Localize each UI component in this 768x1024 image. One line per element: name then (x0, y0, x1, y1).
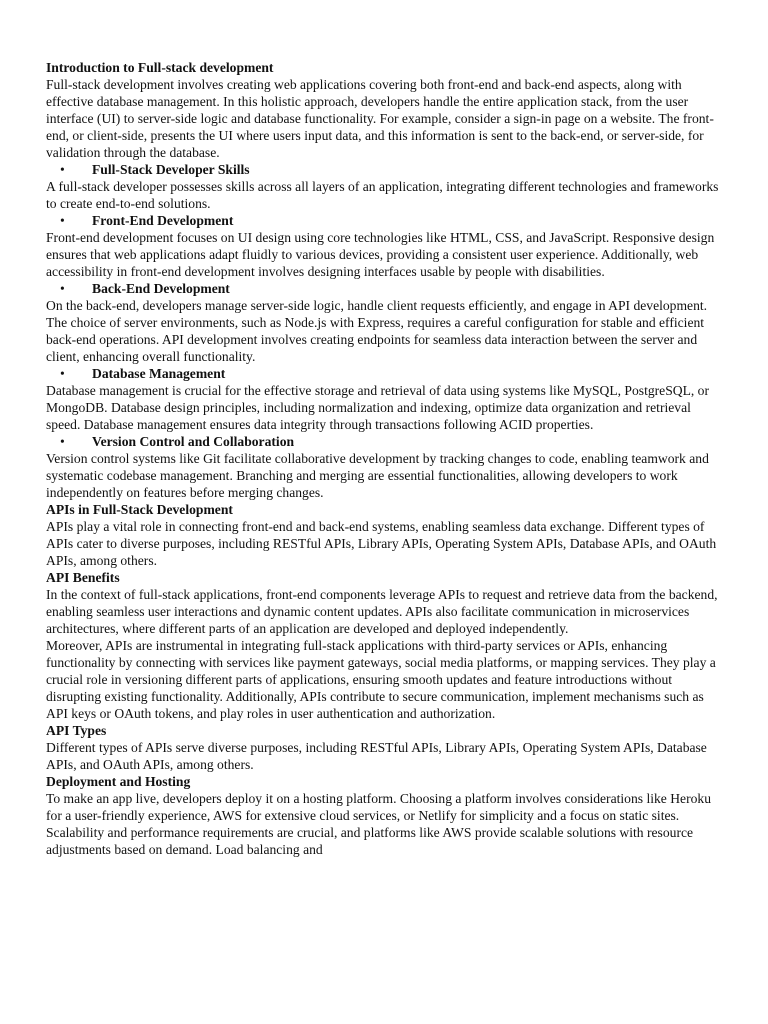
intro-paragraph: Full-stack development involves creating web applications covering both front-end and back-end aspects, along with effective database management. In this holistic approach, developers handle the entire application stack, from the user interface (UI) to server-side logic and database functionality. For example, consider a sign-in page on a website. The front-end, or client-side, presents the UI where users input data, and this information is sent to the back-end, or server-side, for validation through the database. (46, 77, 714, 160)
intro-heading: Introduction to Full-stack development (46, 60, 274, 75)
apis-paragraph: APIs play a vital role in connecting front-end and back-end systems, enabling seamless data exchange. Different types of APIs cater to diverse purposes, including RESTful APIs, Library APIs, Operating System APIs, Database APIs, and OAuth APIs, among others. (46, 519, 717, 568)
backend-paragraph: On the back-end, developers manage server-side logic, handle client requests efficiently, and engage in API development. The choice of server environments, such as Node.js with Express, requires a careful configuration for stable and efficient back-end operations. API development involves creating endpoints for seamless data interaction between the server and client, enhancing overall functionality. (46, 298, 708, 364)
document-page (46, 59, 726, 858)
deploy-heading: Deployment and Hosting (46, 774, 191, 789)
bullet-dot: • (60, 162, 65, 177)
bullet-dot: • (60, 366, 65, 381)
deploy-paragraph: To make an app live, developers deploy it on a hosting platform. Choosing a platform involves considerations like Heroku for a user-friendly experience, AWS for extensive cloud services, or Netlify for simplicity and a focus on static sites. Scalability and performance requirements are crucial, and platforms like AWS provide scalable solutions with resource adjustments based on demand. Load balancing and (46, 791, 711, 857)
db-paragraph: Database management is crucial for the effective storage and retrieval of data using systems like MySQL, PostgreSQL, or MongoDB. Database design principles, including normalization and indexing, optimize data organization and retrieval speed. Database management ensures data integrity through transactions following ACID properties. (46, 383, 710, 432)
backend-heading: Back-End Development (92, 281, 230, 296)
db-heading: Database Management (92, 366, 226, 381)
skills-paragraph: A full-stack developer possesses skills across all layers of an application, integrating different technologies and frameworks to create end-to-end solutions. (46, 179, 719, 211)
vc-heading: Version Control and Collaboration (92, 434, 295, 449)
bullet-vc-heading (46, 433, 726, 450)
types-paragraph: Different types of APIs serve diverse purposes, including RESTful APIs, Library APIs, Operating System APIs, Database APIs, and OAuth APIs, among others. (46, 740, 707, 772)
bullet-db-heading (46, 365, 726, 382)
vc-paragraph: Version control systems like Git facilitate collaborative development by tracking changes to code, enabling teamwork and systematic codebase management. Branching and merging are essential functionalities, allowing developers to work independently on features before merging changes. (46, 451, 709, 500)
benefits-paragraph-2: Moreover, APIs are instrumental in integrating full-stack applications with third-party services or APIs, enhancing functionality by connecting with services like payment gateways, social media platforms, or mapping services. They play a crucial role in versioning different parts of applications, ensuring smooth updates and feature introductions without disrupting existing functionality. Additionally, APIs contribute to secure communication, implement mechanisms such as API keys or OAuth tokens, and play roles in user authentication and authorization. (46, 638, 716, 721)
bullet-frontend-heading (46, 212, 726, 229)
bullet-dot: • (60, 281, 65, 296)
frontend-heading: Front-End Development (92, 213, 234, 228)
skills-heading: Full-Stack Developer Skills (92, 162, 250, 177)
benefits-heading: API Benefits (46, 570, 120, 585)
bullet-dot: • (60, 434, 65, 449)
benefits-paragraph-1: In the context of full-stack applications, front-end components leverage APIs to request and retrieve data from the backend, enabling seamless user interactions and dynamic content updates. APIs also facilitate communication in microservices architectures, where different parts of an application are developed and deployed independently. (46, 587, 718, 636)
bullet-skills-heading (46, 161, 726, 178)
bullet-dot: • (60, 213, 65, 228)
types-heading: API Types (46, 723, 107, 738)
bullet-backend-heading (46, 280, 726, 297)
frontend-paragraph: Front-end development focuses on UI design using core technologies like HTML, CSS, and JavaScript. Responsive design ensures that web applications adapt fluidly to various devices, providing a consistent user experience. Additionally, web accessibility in front-end development involves designing interfaces usable by people with disabilities. (46, 230, 715, 279)
apis-heading: APIs in Full-Stack Development (46, 502, 233, 517)
